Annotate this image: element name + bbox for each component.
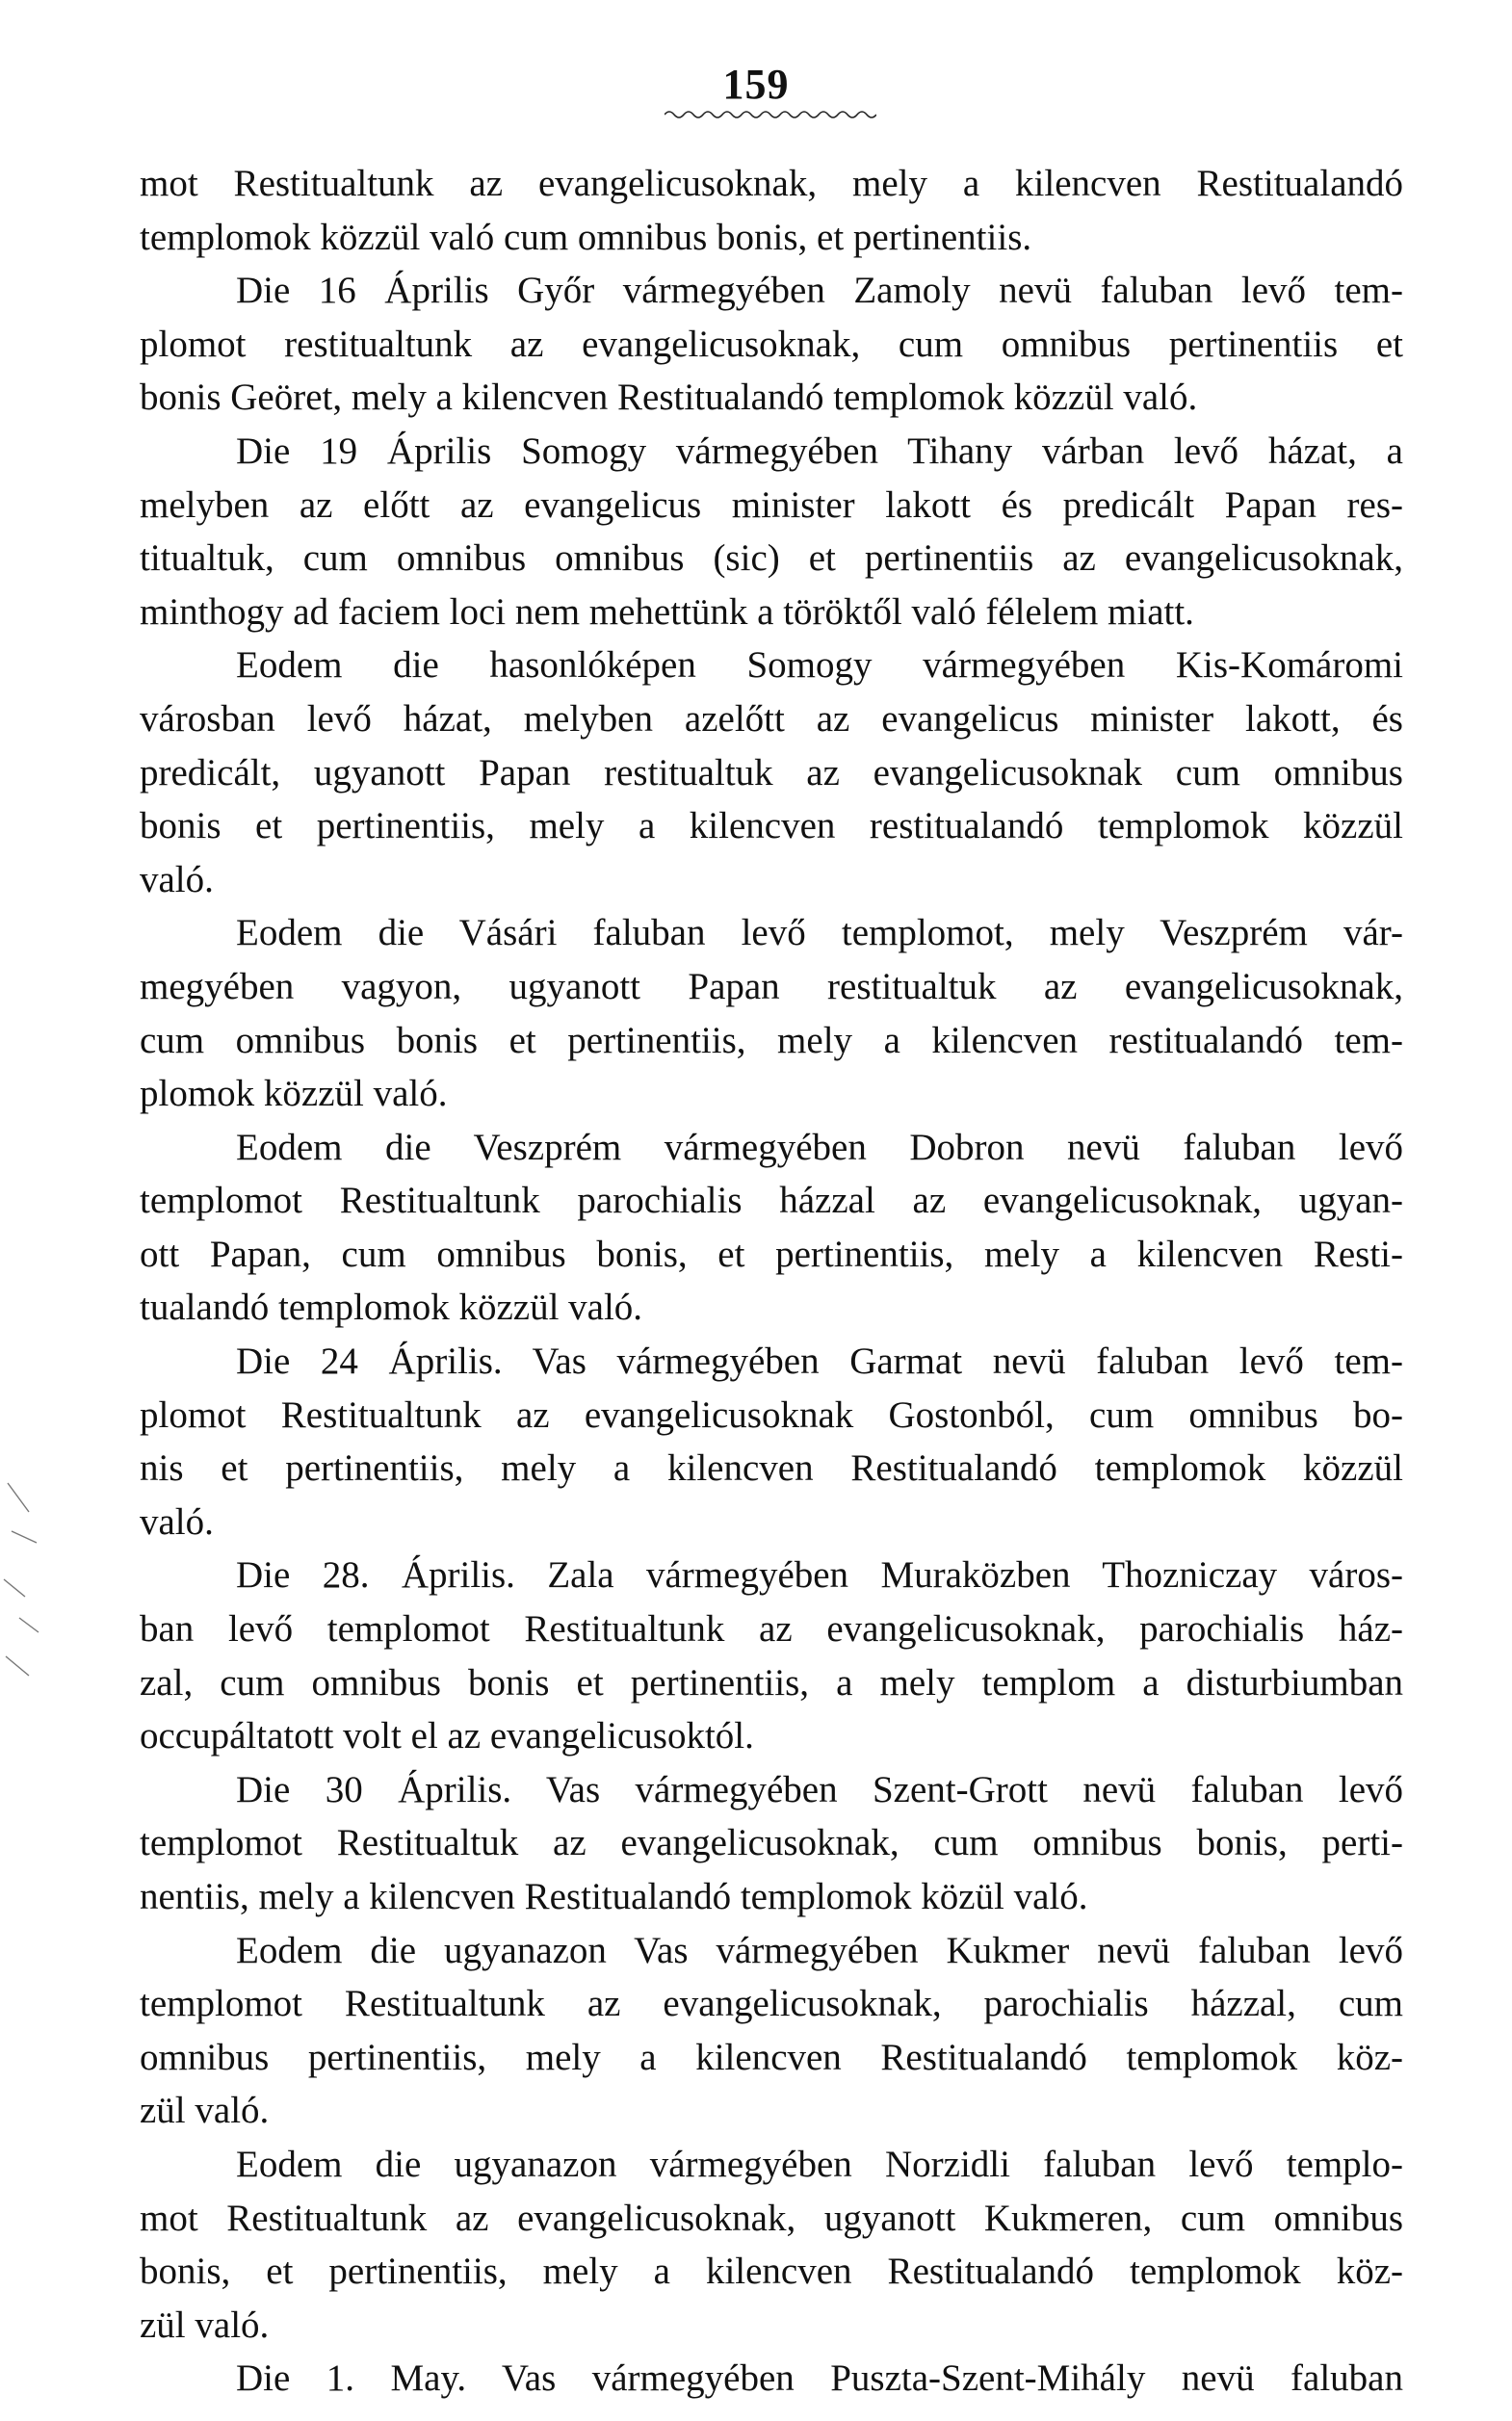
text-line: mot Restitualtunk az evangelicusoknak, ugyanott Kukmeren, cum omnibus xyxy=(140,2197,1403,2239)
text-line: melyben az előtt az evangelicus minister lakott és predicált Papan res- xyxy=(140,483,1403,526)
text-line: templomot Restitualtunk parochialis házzal az evangelicusoknak, ugyan- xyxy=(140,1180,1403,1222)
text-line: Eodem die Vásári faluban levő templomot, mely Veszprém vár- xyxy=(236,912,1403,954)
text-line: megyében vagyon, ugyanott Papan restitualtuk az evangelicusoknak, xyxy=(140,965,1403,1007)
text-line: Eodem die Veszprém vármegyében Dobron nevü faluban levő xyxy=(236,1126,1403,1168)
text-line: ott Papan, cum omnibus bonis, et pertinentiis, mely a kilencven Resti- xyxy=(140,1233,1403,1275)
text-line: Die 24 Április. Vas vármegyében Garmat nevü faluban levő tem- xyxy=(236,1341,1403,1383)
text-line: templomot Restitualtuk az evangelicusoknak, cum omnibus bonis, perti- xyxy=(140,1822,1403,1864)
text-line: Die 30 Április. Vas vármegyében Szent-Grott nevü faluban levő xyxy=(236,1768,1403,1810)
text-line: zül való. xyxy=(140,2090,270,2132)
text-line: templomot Restitualtunk az evangelicusoknak, parochialis házzal, cum xyxy=(140,1983,1403,2025)
text-line: zül való. xyxy=(140,2304,270,2346)
text-line: nis et pertinentiis, mely a kilencven Restitualandó templomok közzül xyxy=(140,1447,1403,1490)
text-line: plomot restitualtunk az evangelicusoknak, cum omnibus pertinentiis et xyxy=(140,323,1403,365)
text-line: Eodem die hasonlóképen Somogy vármegyében Kis-Komáromi xyxy=(236,644,1403,687)
text-line: predicált, ugyanott Papan restitualtuk az evangelicusoknak cum omnibus xyxy=(140,751,1403,794)
text-line: Die 1. May. Vas vármegyében Puszta-Szent-Mihály nevü faluban xyxy=(236,2357,1403,2400)
text-line: Eodem die ugyanazon Vas vármegyében Kukmer nevü faluban levő xyxy=(236,1929,1403,1971)
text-line: ban levő templomot Restitualtunk az evangelicusoknak, parochialis ház- xyxy=(140,1608,1403,1651)
margin-pencil-marks xyxy=(0,1473,58,1705)
text-line: templomok közzül való cum omnibus bonis, et pertinentiis. xyxy=(140,216,1032,258)
text-line: való. xyxy=(140,858,214,900)
page-number-ornament xyxy=(665,108,876,121)
text-line: való. xyxy=(140,1500,214,1543)
text-line: bonis, et pertinentiis, mely a kilencven Restitualandó templomok köz- xyxy=(140,2251,1403,2293)
page-number: 159 xyxy=(722,61,790,108)
text-line: Die 28. Április. Zala vármegyében Muraközben Thozniczay város- xyxy=(236,1554,1403,1597)
text-line: nentiis, mely a kilencven Restitualandó templomok közül való. xyxy=(140,1876,1088,1917)
text-line: Die 19 Április Somogy vármegyében Tihany várban levő házat, a xyxy=(236,430,1403,472)
body-text xyxy=(140,157,1403,2406)
text-line: titualtuk, cum omnibus omnibus (sic) et pertinentiis az evangelicusoknak, xyxy=(140,537,1403,580)
text-line: bonis Geöret, mely a kilencven Restitualandó templomok közzül való. xyxy=(140,377,1198,419)
text-line: plomot Restitualtunk az evangelicusoknak Gostonból, cum omnibus bo- xyxy=(140,1393,1403,1436)
text-line: tualandó templomok közzül való. xyxy=(140,1287,643,1329)
text-line: Eodem die ugyanazon vármegyében Norzidli faluban levő templo- xyxy=(236,2143,1403,2185)
text-line: occupáltatott volt el az evangelicusoktól. xyxy=(140,1715,754,1757)
text-line: omnibus pertinentiis, mely a kilencven Restitualandó templomok köz- xyxy=(140,2036,1403,2078)
text-line: minthogy ad faciem loci nem mehettünk a töröktől való félelem miatt. xyxy=(140,590,1194,633)
text-line: plomok közzül való. xyxy=(140,1073,448,1115)
text-line: bonis et pertinentiis, mely a kilencven restitualandó templomok közzül xyxy=(140,805,1403,847)
text-line: városban levő házat, melyben azelőtt az evangelicus minister lakott, és xyxy=(140,697,1403,740)
text-line: mot Restitualtunk az evangelicusoknak, mely a kilencven Restitualandó xyxy=(140,163,1403,204)
text-line: zal, cum omnibus bonis et pertinentiis, a mely templom a disturbiumban xyxy=(140,1661,1403,1704)
text-line: Die 16 Április Győr vármegyében Zamoly nevü faluban levő tem- xyxy=(236,270,1403,312)
text-line: cum omnibus bonis et pertinentiis, mely a kilencven restitualandó tem- xyxy=(140,1019,1403,1061)
